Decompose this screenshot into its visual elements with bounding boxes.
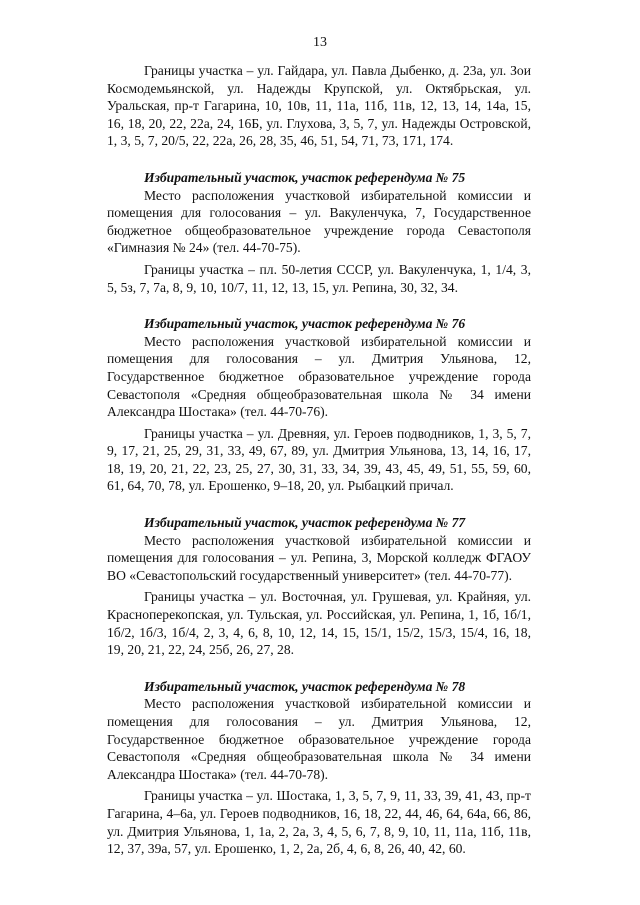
section-location: Место расположения участковой избирательной комиссии и помещения для голосования – ул. Вакуленчука, 7, Государственное бюджетное общеобразовательное учреждение города Севастополя «Гимназия № 24» (тел. 44-70-75). xyxy=(107,187,531,256)
document-body xyxy=(107,62,531,858)
section-77 xyxy=(107,514,531,659)
intro-boundaries: Границы участка – ул. Гайдара, ул. Павла Дыбенко, д. 23а, ул. Зои Космодемьянской, ул. Надежды Крупской, ул. Октябрьская, ул. Уральская, пр-т Гагарина, 10, 10в, 11, 11а, 11б, 11в, 12, 13, 14, 14а, 15, 16, 18, 20, 22, 22а, 24, 16Б, ул. Глухова, 3, 5, 7, ул. Надежды Островской, 1, 3, 5, 7, 20/5, 22, 22а, 26, 28, 35, 46, 51, 54, 71, 73, 171, 174. xyxy=(107,63,531,149)
section-boundaries: Границы участка – пл. 50-летия СССР, ул. Вакуленчука, 1, 1/4, 3, 5, 5з, 7, 7а, 8, 9, 10, 10/7, 11, 12, 13, 15, ул. Репина, 30, 32, 34. xyxy=(107,261,531,295)
section-75 xyxy=(107,169,531,296)
page-number: 13 xyxy=(313,35,327,50)
section-boundaries: Границы участка – ул. Древняя, ул. Героев подводников, 1, 3, 5, 7, 9, 17, 21, 25, 29, 31, 33, 49, 67, 89, ул. Дмитрия Ульянова, 13, 14, 16, 17, 18, 19, 20, 21, 22, 23, 25, 27, 30, 31, 33, 34, 39, 43, 45, 49, 51, 55, 59, 60, 61, 64, 70, 78, ул. Ерошенко, 9–18, 20, ул. Рыбацкий причал. xyxy=(107,425,531,494)
section-76 xyxy=(107,315,531,495)
section-heading: Избирательный участок, участок референдума № 76 xyxy=(144,316,466,332)
section-location: Место расположения участковой избирательной комиссии и помещения для голосования – ул. Репина, 3, Морской колледж ФГАОУ ВО «Севастопольский государственный университет» (тел. 44-70-77). xyxy=(107,532,531,583)
section-78 xyxy=(107,678,531,858)
section-location: Место расположения участковой избирательной комиссии и помещения для голосования – ул. Дмитрия Ульянова, 12, Государственное бюджетное образовательное учреждение города Севастополя «Средняя общеобразовательная школа № 34 имени Александра Шостака» (тел. 44-70-76). xyxy=(107,333,531,420)
section-heading: Избирательный участок, участок референдума № 77 xyxy=(144,515,466,531)
section-location: Место расположения участковой избирательной комиссии и помещения для голосования – ул. Дмитрия Ульянова, 12, Государственное бюджетное образовательное учреждение города Севастополя «Средняя общеобразовательная школа № 34 имени Александра Шостака» (тел. 44-70-78). xyxy=(107,696,531,782)
section-heading: Избирательный участок, участок референдума № 75 xyxy=(144,169,466,185)
section-heading: Избирательный участок, участок референдума № 78 xyxy=(144,678,466,694)
section-boundaries: Границы участка – ул. Шостака, 1, 3, 5, 7, 9, 11, 33, 39, 41, 43, пр-т Гагарина, 4–6а, ул. Героев подводников, 16, 18, 22, 44, 46, 64, 64а, 66, 86, ул. Дмитрия Ульянова, 1, 1а, 2, 2а, 3, 4, 5, 6, 7, 8, 9, 10, 11, 11а, 11б, 11в, 12, 37, 39а, 57, ул. Ерошенко, 1, 2, 2а, 2б, 4, 6, 8, 26, 40, 42, 60. xyxy=(107,788,531,857)
section-boundaries: Границы участка – ул. Восточная, ул. Грушевая, ул. Крайняя, ул. Красноперекопская, ул. Тульская, ул. Российская, ул. Репина, 1, 1б, 1б/1, 1б/2, 1б/3, 1б/4, 2, 3, 4, 6, 8, 10, 12, 14, 15, 15/1, 15/2, 15/3, 15/4, 16, 18, 19, 20, 21, 22, 24, 25б, 26, 27, 28. xyxy=(107,589,531,658)
